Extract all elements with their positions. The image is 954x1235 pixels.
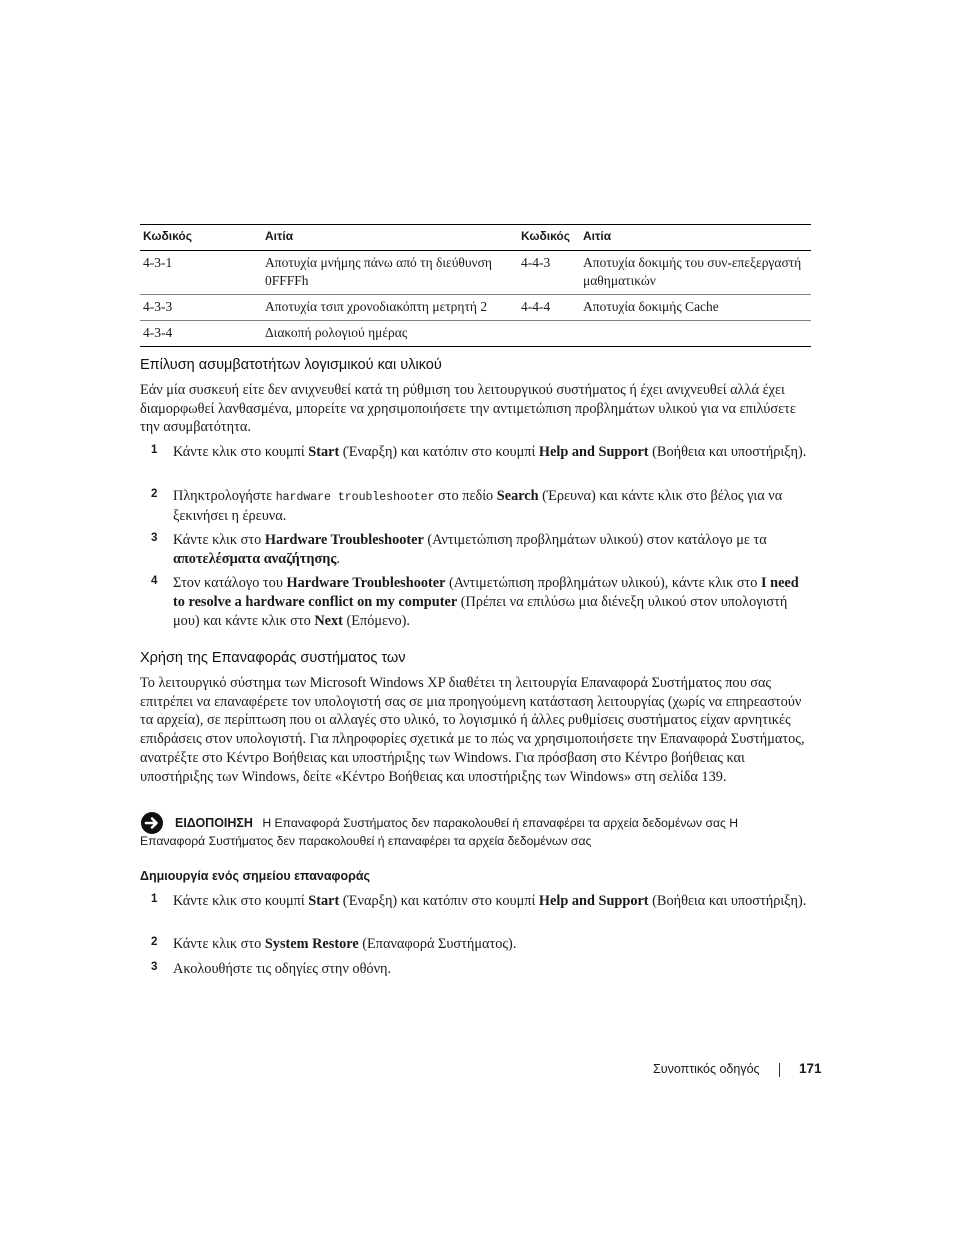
step-text-bold: αποτελέσματα αναζήτησης (173, 551, 337, 567)
table-cell (518, 321, 580, 347)
step-text-run: (Επόμενο). (342, 613, 410, 629)
step-number: 2 (151, 936, 158, 948)
table-header-code: Κωδικός (518, 225, 580, 251)
step-text-bold: Search (496, 488, 539, 504)
notice-arrow-icon (141, 812, 163, 834)
step-text-run: Κάντε κλικ στο κουμπί (173, 893, 309, 909)
step-text-run: Στον κατάλογο του (173, 575, 287, 591)
table-cell: Διακοπή ρολογιού ημέρας (262, 321, 518, 347)
section-heading-system-restore: Χρήση της Επαναφοράς συστήματος των (140, 650, 406, 666)
table-cell: 4-4-4 (518, 295, 580, 321)
step-text-run: Κάντε κλικ στο κουμπί (173, 444, 309, 460)
step-text-run: Ακολουθήστε τις οδηγίες στην οθόνη. (173, 961, 392, 977)
step-text (173, 487, 813, 526)
step-text-run: (Αντιμετώπιση προβλημάτων υλικού), κάντε κλικ στο (445, 575, 761, 591)
step-text (173, 892, 813, 911)
step-text-bold: Next (314, 613, 343, 629)
table-cell: 4-3-3 (140, 295, 262, 321)
step-text (173, 574, 813, 631)
table-row (140, 295, 811, 321)
footer-title: Συνοπτικός οδηγός (653, 1062, 760, 1076)
step-number: 1 (151, 893, 158, 905)
table-cell: 4-3-4 (140, 321, 262, 347)
notice-label: ΕΙΔΟΠΟΙΗΣΗ (175, 816, 253, 830)
step-text-run: (Έναρξη) και κατόπιν στο κουμπί (339, 444, 539, 460)
step-text-bold: I need to resolve a hardware conflict on my computer (173, 575, 799, 610)
table-header-cause: Αιτία (262, 225, 518, 251)
step-text-run: (Έναρξη) και κατόπιν στο κουμπί (339, 893, 539, 909)
footer-separator (779, 1063, 780, 1077)
notice-text-line2: Επαναφορά Συστήματος δεν παρακολουθεί ή επαναφέρει τα αρχεία δεδομένων σας (140, 834, 592, 848)
step-text-run: στο πεδίο (434, 488, 497, 504)
step-text (173, 443, 813, 462)
step-number: 4 (151, 575, 158, 587)
step-number: 3 (151, 532, 158, 544)
beep-codes-table (140, 224, 811, 347)
step-text-run: Πληκτρολογήστε (173, 488, 276, 504)
step-text-bold: Help and Support (538, 444, 649, 460)
table-cell: Αποτυχία δοκιμής του συν-επεξεργαστή μαθηματικών (580, 251, 811, 295)
section-intro-system-restore: Το λειτουργικό σύστημα των Microsoft Windows XP διαθέτει τη λειτουργία Επαναφορά Συστήματος που σας επιτρέπει να επαναφέρετε τον υπολογιστή σας σε μια προηγούμενη κατάσταση λειτουργίας (χωρίς να επηρεαστούν τα αρχεία), σε περίπτωση που οι αλλαγές στο υλικό, το λογισμικό ή άλλες ρυθμίσεις συστήματος είχαν αρνητικές επιδράσεις στον υπολογιστή. Για πληροφορίες σχετικά με το πώς να χρησιμοποιήσετε την Επαναφορά Συστήματος, ανατρέξτε στο Κέντρο Βοήθειας και υποστήριξης των Windows. Για πρόσβαση στο Κέντρο βοήθειας και υποστήριξης των Windows, δείτε «Κέντρο Βοήθειας και υποστήριξης των Windows» στη σελίδα 139. (140, 675, 805, 785)
step-number: 3 (151, 961, 158, 973)
step-text-bold: System Restore (264, 936, 359, 952)
table-row (140, 321, 811, 347)
step-text-bold: Help and Support (538, 893, 649, 909)
step-text-run: Κάντε κλικ στο (173, 936, 265, 952)
step-text-run: (Πρέπει να επιλύσω μια διένεξη υλικού στον υπολογιστή μου) και κάντε κλικ στο (173, 594, 788, 629)
step-text (173, 531, 813, 569)
step-text-run: Κάντε κλικ στο (173, 532, 265, 548)
step-text-run: (Έρευνα) και κάντε κλικ στο βέλος για να ξεκινήσει η έρευνα. (173, 488, 783, 524)
page-number: 171 (799, 1061, 822, 1076)
step-text-run: . (336, 551, 340, 567)
table-cell (580, 321, 811, 347)
section-heading-compatibility: Επίλυση ασυμβατοτήτων λογισμικού και υλικού (140, 357, 442, 373)
step-number: 2 (151, 488, 158, 500)
step-text-run: (Βοήθεια και υποστήριξη). (648, 444, 807, 460)
step-text-bold: Hardware Troubleshooter (286, 575, 446, 591)
table-cell: 4-3-1 (140, 251, 262, 295)
step-text (173, 960, 813, 979)
table-cell: Αποτυχία δοκιμής Cache (580, 295, 811, 321)
subheading-restore-point: Δημιουργία ενός σημείου επαναφοράς (140, 869, 371, 883)
table-cell: Αποτυχία μνήμης πάνω από τη διεύθυνση 0FFFFh (262, 251, 518, 295)
step-text-code: hardware troubleshooter (275, 491, 435, 504)
table-header-cause: Αιτία (580, 225, 811, 251)
step-text-bold: Hardware Troubleshooter (264, 532, 424, 548)
table-header-row (140, 225, 811, 251)
table-cell: Αποτυχία τσιπ χρονοδιακόπτη μετρητή 2 (262, 295, 518, 321)
step-text-run: (Επαναφορά Συστήματος). (358, 936, 517, 952)
step-text-run: (Αντιμετώπιση προβλημάτων υλικού) στον κατάλογο με τα (423, 532, 767, 548)
step-text-bold: Start (308, 444, 340, 460)
section-intro-compatibility: Εάν μία συσκευή είτε δεν ανιχνευθεί κατά τη ρύθμιση του λειτουργικού συστήματος ή έχει ανιχνευθεί αλλά έχει διαμορφωθεί λανθασμένα, μπορείτε να χρησιμοποιήσετε την αντιμετώπιση προβλημάτων υλικού για να επιλύσετε την ασυμβατότητα. (140, 382, 796, 436)
table-cell: 4-4-3 (518, 251, 580, 295)
step-text-run: (Βοήθεια και υποστήριξη). (648, 893, 807, 909)
step-number: 1 (151, 444, 158, 456)
notice-text-line1: Η Επαναφορά Συστήματος δεν παρακολουθεί ή επαναφέρει τα αρχεία δεδομένων σας Η (262, 816, 739, 830)
table-row (140, 251, 811, 295)
step-text (173, 935, 813, 954)
step-text-bold: Start (308, 893, 340, 909)
table-header-code: Κωδικός (140, 225, 262, 251)
